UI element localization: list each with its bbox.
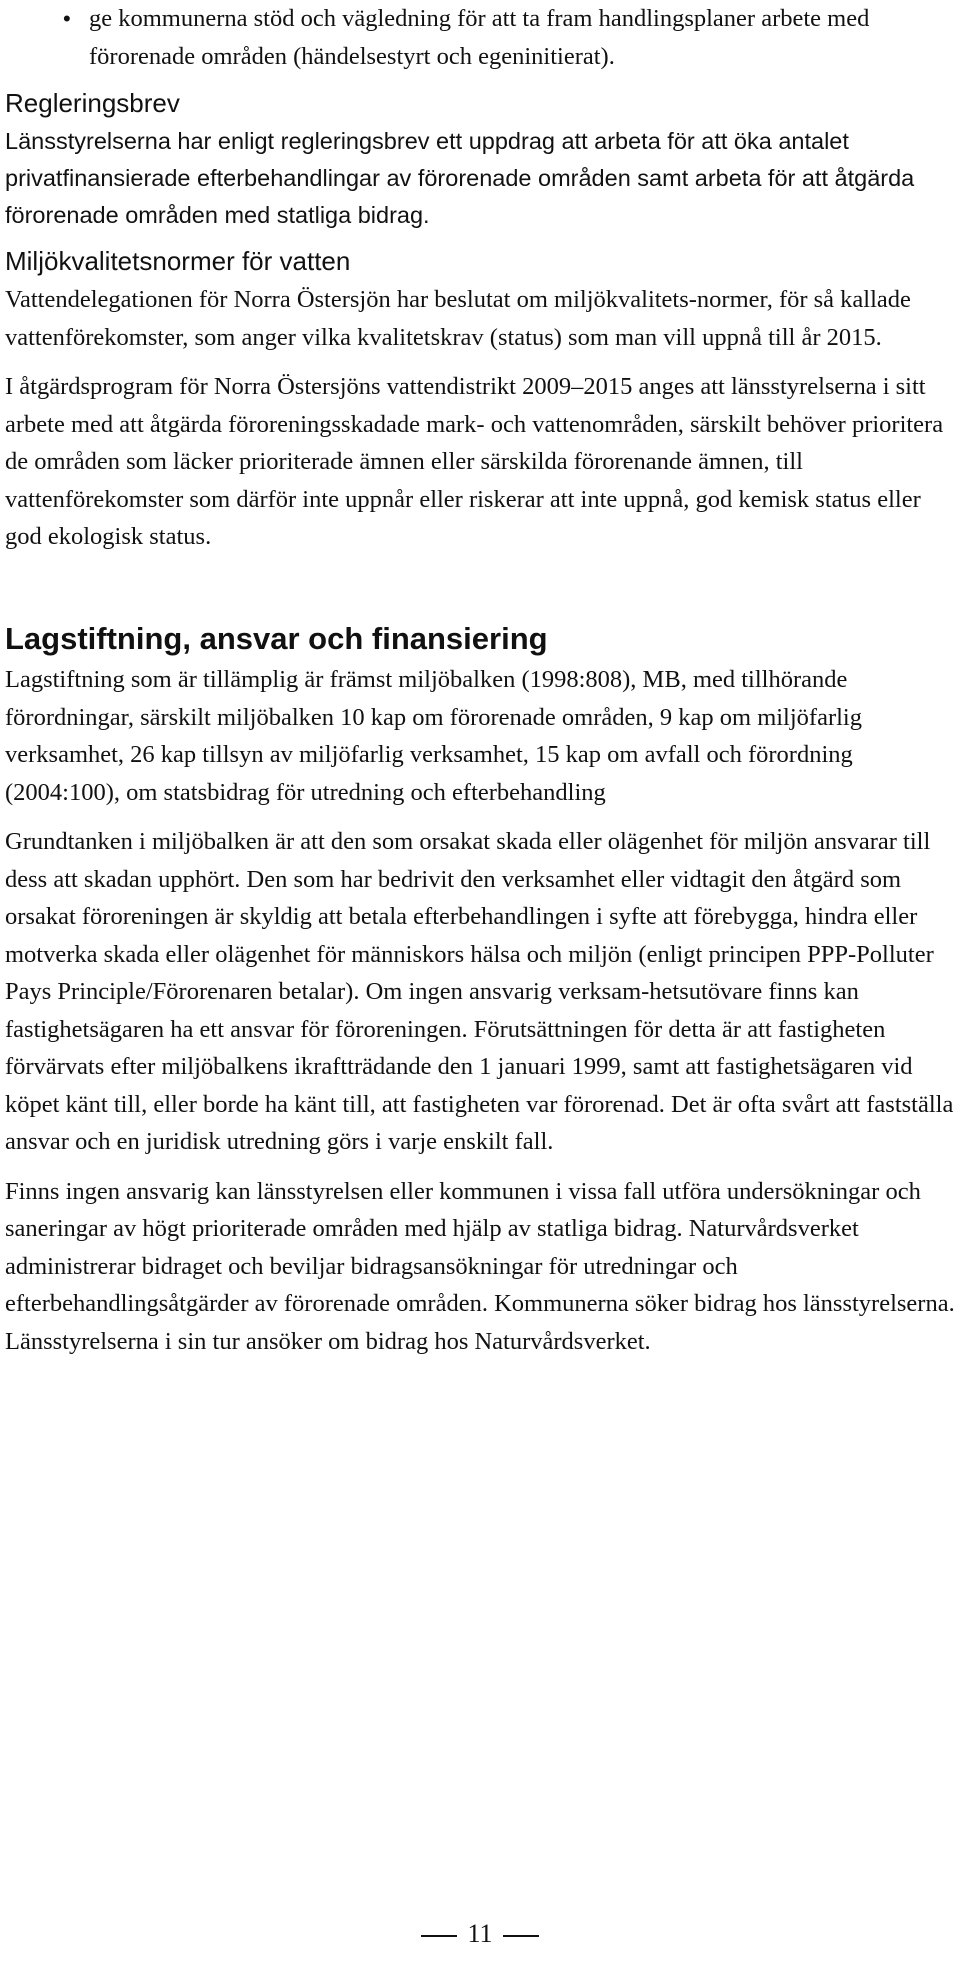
page-number: 11 — [467, 1919, 493, 1948]
lagstiftning-paragraph-3: Finns ingen ansvarig kan länsstyrelsen eller kommunen i vissa fall utföra undersökningar och saneringar av högt prioriterade områden med hjälp av statliga bidrag. Naturvårdsverket administrerar bidraget och beviljar bidragsansökningar för utredningar och efterbehandlingsåtgärder av förorenade områden. Kommunerna söker bidrag hos länsstyrelserna. Länsstyrelserna i sin tur ansöker om bidrag hos Naturvårdsverket. — [5, 1177, 955, 1355]
regleringsbrev-section — [5, 86, 955, 234]
dash-decoration-right — [503, 1935, 539, 1937]
regleringsbrev-heading: Regleringsbrev — [5, 88, 180, 118]
regleringsbrev-body: Länsstyrelserna har enligt regleringsbrev ett uppdrag att arbeta för att öka antalet privatfinansierade efterbehandlingar av förorenade områden samt arbeta för att åtgärda förorenade områden med statliga bidrag. — [5, 128, 915, 228]
page-footer — [0, 1918, 960, 1950]
miljokvalitet-paragraph-2: I åtgärdsprogram för Norra Östersjöns vattendistrikt 2009–2015 anges att länsstyrelserna i sitt arbete med att åtgärda föroreningsskadade mark- och vattenområden, särskilt behöver prioritera de områden som läcker prioriterade ämnen eller särskilda förorenande ämnen, till vattenförekomster som därför inte uppnår eller riskerar att inte uppnå, god kemisk status eller god ekologisk status. — [5, 373, 944, 550]
miljokvalitet-heading: Miljökvalitetsnormer för vatten — [5, 246, 351, 276]
bullet-icon: • — [63, 6, 71, 31]
miljokvalitet-paragraph-1: Vattendelegationen för Norra Östersjön har beslutat om miljökvalitets-normer, för så kallade vattenförekomster, som anger vilka kvalitetskrav (status) som man vill uppnå till år 2015. — [5, 286, 911, 351]
lagstiftning-section — [5, 620, 955, 1360]
lagstiftning-heading: Lagstiftning, ansvar och finansiering — [5, 621, 548, 656]
miljokvalitet-section — [5, 244, 955, 556]
bullet-text: ge kommunerna stöd och vägledning för att ta fram handlingsplaner arbete med förorenade områden (händelsestyrt och egeninitierat). — [89, 5, 870, 70]
lagstiftning-paragraph-1: Lagstiftning som är tillämplig är främst miljöbalken (1998:808), MB, med tillhörande förordningar, särskilt miljöbalken 10 kap om förorenade områden, 9 kap om miljöfarlig verksamhet, 26 kap tillsyn av miljöfarlig verksamhet, 15 kap om avfall och förordning (2004:100), om statsbidrag för utredning och efterbehandling — [5, 666, 862, 806]
dash-decoration-left — [421, 1935, 457, 1937]
lagstiftning-paragraph-2: Grundtanken i miljöbalken är att den som orsakat skada eller olägenhet för miljön ansvarar till dess att skadan upphört. Den som har bedrivit den verksamhet eller vidtagit den åtgärd som orsakat föroreningen är skyldig att betala efterbehandlingen i syfte att förebygga, hindra eller motverka skada eller olägenhet för människors hälsa och miljön (enligt principen PPP-Polluter Pays Principle/Förorenaren betalar). Om ingen ansvarig verksam-hetsutövare finns kan fastighetsägaren ha ett ansvar för föroreningen. Förutsättningen för detta är att fastigheten förvärvats efter miljöbalkens ikraftträdande den 1 januari 1999, samt att fastighetsägaren vid köpet känt till, eller borde ha känt till, att fastigheten var förorenad. Det är ofta svårt att fastställa ansvar och en juridisk utredning görs i varje enskilt fall. — [5, 828, 954, 1155]
bullet-list-item — [5, 0, 955, 80]
